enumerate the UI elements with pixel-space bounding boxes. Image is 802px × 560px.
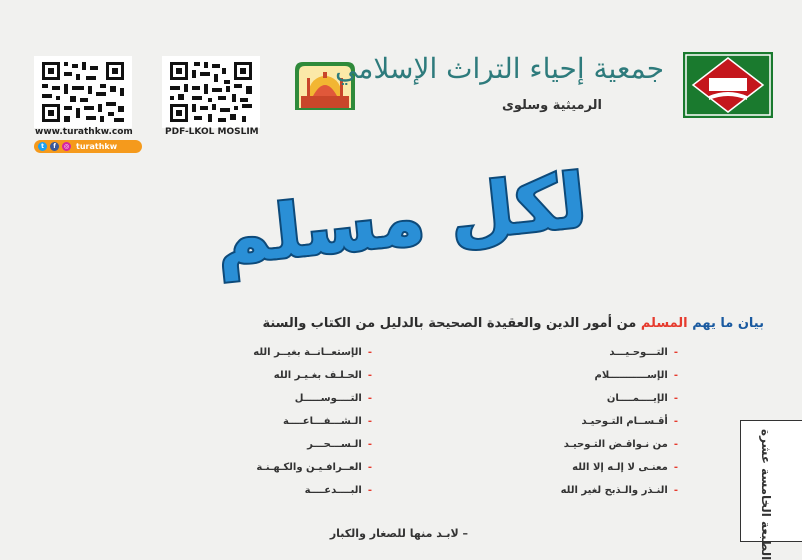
website-caption[interactable]: www.turathkw.com [35, 127, 133, 137]
topic-item [152, 485, 372, 496]
bullet-dash-icon: - [673, 439, 678, 450]
bullet-dash-icon: - [367, 347, 372, 358]
main-title-text: لكل مسلم [211, 157, 591, 283]
bullet-dash-icon: - [367, 370, 372, 381]
instagram-icon[interactable]: ◎ [63, 143, 70, 150]
bullet-dash-icon: - [673, 370, 678, 381]
topic-text: النـذر والـذبح لغير الله [560, 485, 668, 496]
bullet-dash-icon: - [673, 416, 678, 427]
topic-text: التـــوحـيـــد [609, 347, 668, 358]
topic-text: من نـواقـض التـوحيـد [563, 439, 668, 450]
topic-text: العــرافـيـن والكـهـنـة [256, 462, 362, 473]
bullet-dash-icon: - [673, 462, 678, 473]
website-qr-code[interactable] [34, 56, 132, 128]
topic-item [152, 439, 372, 450]
bullet-dash-icon: - [367, 485, 372, 496]
subtitle-accent: المسلم [640, 316, 688, 331]
subtitle [84, 316, 764, 331]
twitter-icon[interactable]: t [38, 142, 47, 151]
topic-text: الإيــــمــــان [606, 393, 668, 404]
topic-item [478, 416, 678, 427]
topic-item [478, 485, 678, 496]
topic-item [478, 439, 678, 450]
bullet-dash-icon: - [367, 462, 372, 473]
social-media-bar[interactable] [34, 140, 142, 153]
topic-item [478, 462, 678, 473]
main-title [211, 150, 591, 283]
social-handle: turathkw [76, 142, 118, 151]
topic-text: الإســـــــــــلام [594, 370, 668, 381]
pdf-caption: PDF-LKOL MOSLIM [165, 127, 259, 137]
organization-name: جمعية إحياء التراث الإسلامي [335, 52, 664, 85]
topic-item [152, 393, 372, 404]
topic-item [152, 347, 372, 358]
topic-text: الـشـــفـــاعــــة [283, 416, 362, 427]
footer-text: لابـد منها للصغار والكبار [329, 527, 459, 540]
bullet-dash-icon: - [367, 439, 372, 450]
quran-sunnah-emblem [683, 52, 773, 118]
topic-text: الإستعــانــة بغيــر الله [253, 347, 362, 358]
bullet-dash-icon: - [673, 393, 678, 404]
topic-text: معنـى لا إلـه إلا الله [572, 462, 668, 473]
bullet-dash-icon: - [673, 485, 678, 496]
facebook-icon[interactable]: f [50, 142, 59, 151]
edition-text: الطبعة الخامسة عشرة [759, 429, 773, 560]
topic-text: الـســـحـــر [307, 439, 362, 450]
bullet-dash-icon: - [673, 347, 678, 358]
topic-item [152, 462, 372, 473]
edition-label [740, 420, 802, 560]
subtitle-end: من أمور الدين والعقيدة الصحيحة بالدليل من الكتاب والسنة [262, 316, 637, 331]
footer-line: – لابـد منها للصغار والكبار [329, 527, 468, 540]
topic-item [152, 416, 372, 427]
subtitle-start: بيان ما يهم [692, 316, 764, 331]
topic-text: أقـســام التـوحيـد [581, 416, 668, 427]
bullet-dash-icon: - [367, 416, 372, 427]
topic-item [478, 370, 678, 381]
pdf-qr-code[interactable] [162, 56, 260, 128]
topic-item [478, 393, 678, 404]
topic-item [478, 347, 678, 358]
authors-line: الرميثية وسلوى [501, 98, 603, 113]
topic-item [152, 370, 372, 381]
bullet-dash-icon: - [367, 393, 372, 404]
topic-text: الحـلـف بغـيـر الله [273, 370, 362, 381]
topic-text: التــــوســـــل [294, 393, 362, 404]
topic-text: البــــدعــــة [304, 485, 362, 496]
